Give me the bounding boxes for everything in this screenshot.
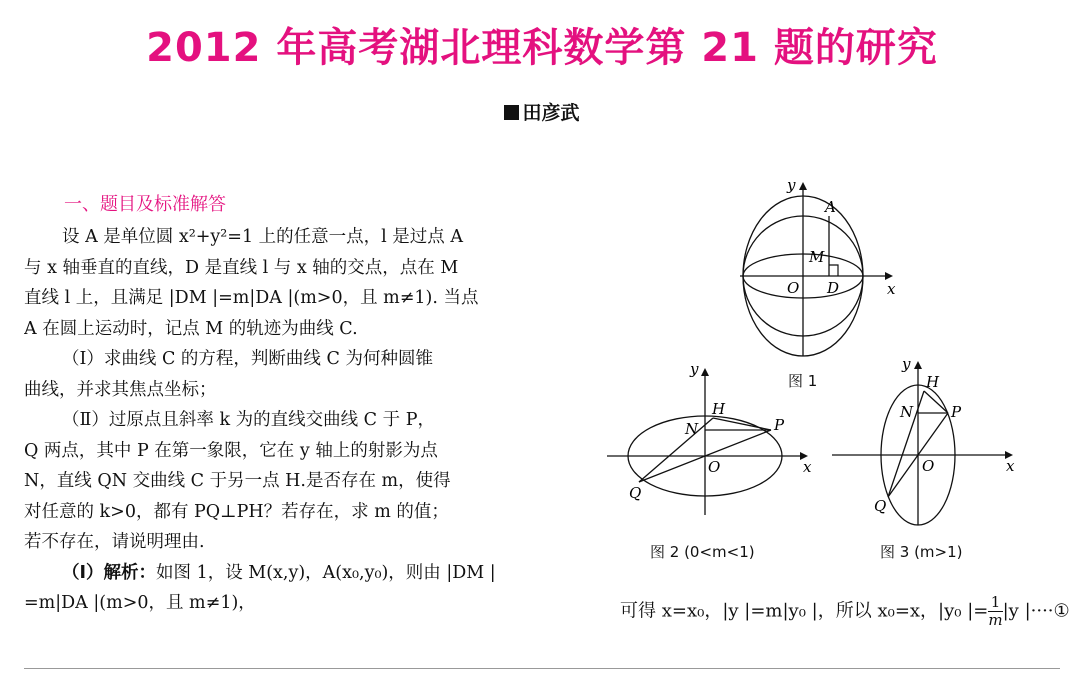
label-O: O [708, 458, 721, 476]
fraction-denominator: m [988, 611, 1003, 629]
problem-line: N，直线 QN 交曲线 C 于另一点 H.是否存在 m，使得 [24, 471, 451, 491]
label-y: y [902, 355, 911, 373]
result-prefix: 可得 x=x₀，|y |=m|y₀ |，所以 x₀=x，|y₀ |= [620, 600, 989, 622]
label-N: N [685, 420, 699, 438]
section-heading: 一、题目及标准解答 [64, 194, 226, 215]
right-angle-mark [829, 265, 838, 276]
problem-line: （Ⅰ）求曲线 C 的方程，判断曲线 C 为何种圆锥 [62, 349, 433, 369]
problem-line: 对任意的 k>0，都有 PQ⊥PH？若存在，求 m 的值； [24, 501, 449, 522]
figure-1-caption: 图 1 [788, 372, 818, 390]
label-x: x [1006, 457, 1015, 475]
problem-line: 曲线，并求其焦点坐标； [24, 379, 217, 400]
result-suffix: |y |····① [1002, 600, 1070, 622]
fraction-one-over-m [988, 594, 1002, 629]
label-H: H [926, 373, 940, 391]
bottom-divider [24, 668, 1060, 669]
problem-text [24, 222, 522, 619]
line-PH [713, 418, 771, 430]
problem-line: 直线 l 上，且满足 |DM |=m|DA |(m>0，且 m≠1). 当点 [24, 288, 479, 308]
label-D: D [827, 279, 840, 297]
author-name: 田彦武 [522, 102, 580, 124]
label-y: y [787, 176, 796, 194]
figure-2-diagram [605, 360, 820, 525]
label-M: M [809, 248, 825, 266]
solution-line-2: =m|DA |(m>0，且 m≠1)， [24, 593, 256, 613]
label-H: H [712, 400, 726, 418]
author-line [0, 98, 1084, 125]
solution-text: 如图 1，设 M(x,y)，A(x₀,y₀)，则由 |DM | [156, 562, 496, 583]
label-x: x [803, 458, 812, 476]
label-Q: Q [874, 497, 887, 515]
solution-label: （Ⅰ）解析： [62, 562, 157, 583]
y-axis-arrow-icon [799, 182, 807, 190]
label-O: O [787, 279, 800, 297]
problem-line: 与 x 轴垂直的直线，D 是直线 l 与 x 轴的交点，点在 M [24, 257, 459, 278]
article-title: 2012 年高考湖北理科数学第 21 题的研究 [146, 25, 938, 71]
figure-3-caption: 图 3 (m>1) [880, 543, 963, 561]
figure-3-diagram [830, 355, 1030, 530]
figure-1-diagram [735, 176, 905, 366]
y-axis-arrow-icon [701, 368, 709, 376]
label-O: O [922, 457, 935, 475]
solution-line [24, 558, 522, 589]
problem-line: Q 两点，其中 P 在第一象限，它在 y 轴上的射影为点 [24, 440, 438, 461]
problem-line: 设 A 是单位圆 x²+y²=1 上的任意一点，l 是过点 A [62, 227, 463, 247]
label-y: y [690, 360, 699, 378]
result-equation [620, 594, 1070, 629]
y-axis-arrow-icon [914, 361, 922, 369]
label-N: N [900, 403, 914, 421]
figure-2-caption: 图 2 (0<m<1) [650, 543, 755, 561]
label-P: P [951, 403, 962, 421]
label-P: P [774, 416, 785, 434]
problem-line: A 在圆上运动时，记点 M 的轨迹为曲线 C. [24, 318, 358, 339]
label-x: x [887, 280, 896, 298]
label-A: A [825, 198, 836, 216]
problem-line: （Ⅱ）过原点且斜率 k 为的直线交曲线 C 于 P， [62, 410, 435, 430]
x-axis-arrow-icon [885, 272, 893, 280]
black-square-icon [504, 105, 519, 120]
label-Q: Q [629, 484, 642, 502]
fraction-numerator: 1 [988, 594, 1002, 612]
problem-line: 若不存在，请说明理由. [24, 532, 205, 552]
